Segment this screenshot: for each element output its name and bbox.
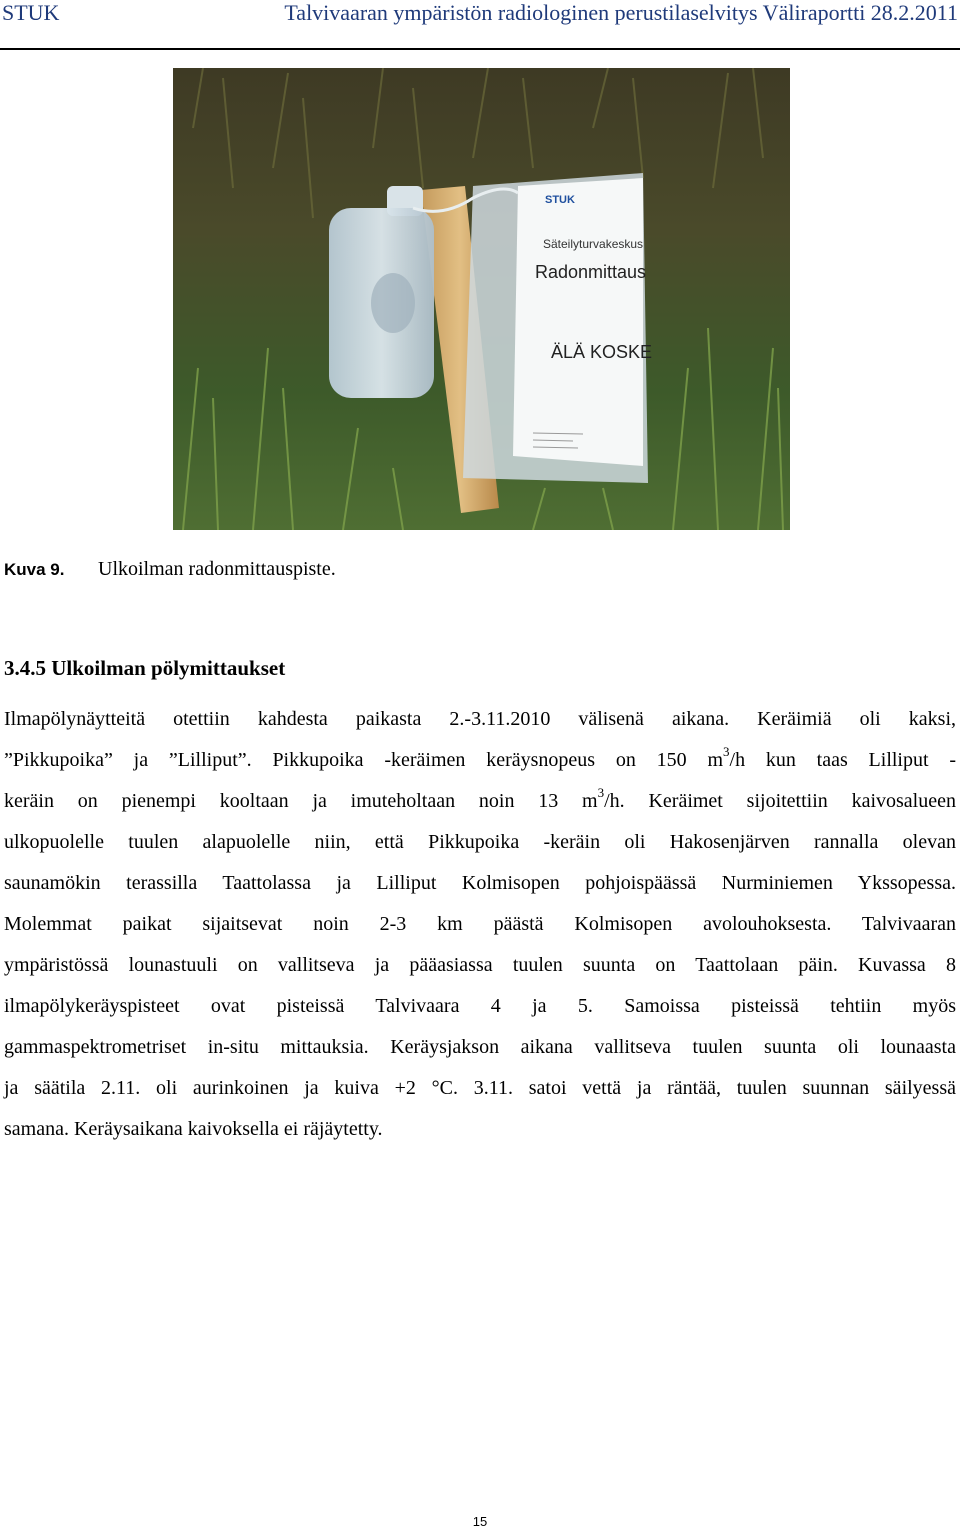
page-number: 15 <box>472 1514 488 1529</box>
body-text: keräin on pienempi kooltaan ja imuteholtaan noin 13 m <box>4 790 598 812</box>
body-text: ”Pikkupoika” ja ”Lilliput”. Pikkupoika -keräimen keräysnopeus on 150 m <box>4 749 724 771</box>
body-line: gammaspektrometriset in-situ mittauksia. Keräysjakson aikana vallitseva tuulen suunta oli lounaasta <box>4 1036 956 1058</box>
body-text: /h kun taas Lilliput - <box>729 749 957 771</box>
body-line <box>4 781 956 822</box>
page-header <box>0 0 960 54</box>
sign-line-2: Radonmittaus <box>535 262 647 282</box>
sign-org-text: STUK <box>545 194 575 206</box>
sign-line-3: ÄLÄ KOSKE <box>551 342 653 362</box>
body-line <box>4 740 956 781</box>
body-line: Ilmapölynäytteitä otettiin kahdesta paikasta 2.-3.11.2010 välisenä aikana. Keräimiä oli kaksi, <box>4 708 956 730</box>
header-rule <box>0 48 960 50</box>
body-text: /h. Keräimet sijoitettiin kaivosalueen <box>604 790 956 812</box>
figure-caption <box>4 558 336 581</box>
superscript: 3 <box>723 744 730 760</box>
header-title: Talvivaaran ympäristön radiologinen perustilaselvitys Väliraportti 28.2.2011 <box>284 0 958 25</box>
sign-line-1: Säteilyturvakeskus <box>543 237 644 251</box>
radon-measurement-photo <box>173 68 790 530</box>
body-line: samana. Keräysaikana kaivoksella ei räjäytetty. <box>4 1118 383 1140</box>
body-line: Molemmat paikat sijaitsevat noin 2-3 km päästä Kolmisopen avolouhoksesta. Talvivaaran <box>4 913 956 935</box>
caption-label: Kuva 9. <box>4 560 65 579</box>
section-heading: 3.4.5 Ulkoilman pölymittaukset <box>4 656 286 680</box>
caption-text: Ulkoilman radonmittauspiste. <box>98 558 336 580</box>
header-org: STUK <box>2 0 60 25</box>
body-line: ja säätila 2.11. oli aurinkoinen ja kuiva +2 °C. 3.11. satoi vettä ja räntää, tuulen suunnan säilyessä <box>4 1077 956 1099</box>
body-line: ympäristössä lounastuuli on vallitseva ja pääasiassa tuulen suunta on Taattolaan päin. Kuvassa 8 <box>4 954 956 976</box>
superscript: 3 <box>597 785 605 801</box>
body-line: saunamökin terassilla Taattolassa ja Lilliput Kolmisopen pohjoispäässä Nurminiemen Ykssopessa. <box>4 872 956 894</box>
body-paragraph <box>4 699 956 1150</box>
body-line: ilmapölykeräyspisteet ovat pisteissä Talvivaara 4 ja 5. Samoissa pisteissä tehtiin myös <box>4 995 956 1017</box>
body-line: ulkopuolelle tuulen alapuolelle niin, että Pikkupoika -keräin oli Hakosenjärven rannalla olevan <box>4 831 956 853</box>
